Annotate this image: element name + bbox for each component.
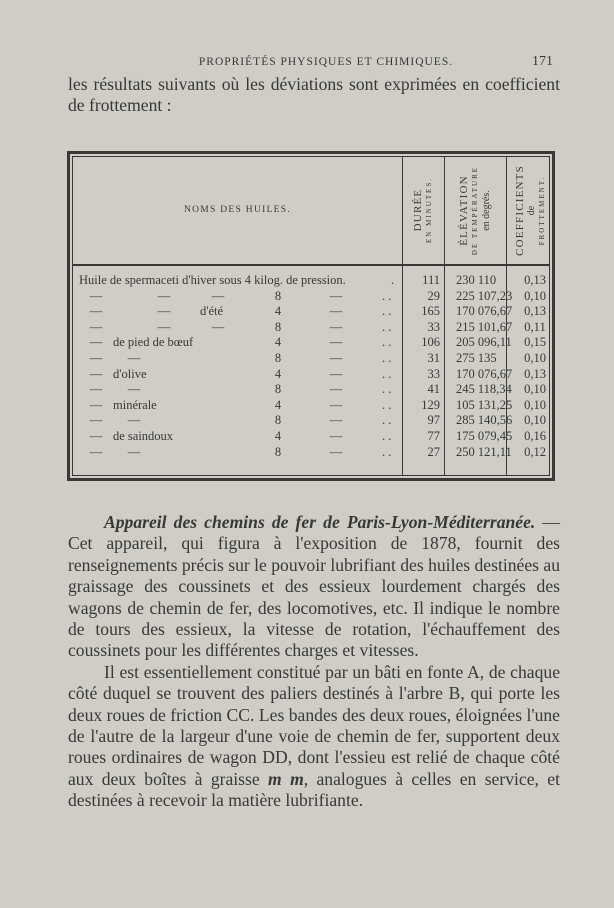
section-heading: Appareil des chemins de fer de Paris-Lyon-Méditerranée. bbox=[104, 512, 536, 532]
ditto-mark: — bbox=[157, 319, 171, 334]
ditto-mark: — bbox=[329, 288, 343, 303]
leader-dots: . . bbox=[382, 350, 392, 365]
coefficient-value: 0,13 bbox=[524, 366, 546, 381]
coefficient-value: 0,10 bbox=[524, 382, 546, 397]
pressure-kg: 4 bbox=[274, 335, 282, 350]
table-row bbox=[73, 304, 549, 320]
table-row bbox=[73, 382, 549, 398]
elevation-value: 170 076,67 bbox=[456, 304, 513, 319]
duration-value: 97 bbox=[427, 413, 440, 428]
pressure-kg: 4 bbox=[274, 428, 282, 443]
duration-value: 33 bbox=[427, 366, 440, 381]
leader-dots: . . bbox=[382, 288, 392, 303]
duration-value: 33 bbox=[427, 319, 440, 334]
pressure-kg: 8 bbox=[274, 350, 282, 365]
elevation-value: 285 140,56 bbox=[456, 413, 513, 428]
ditto-mark: — bbox=[157, 304, 171, 319]
section-body bbox=[68, 512, 560, 812]
ditto-mark: — bbox=[127, 350, 141, 365]
elevation-value: 250 121,11 bbox=[456, 444, 512, 459]
coefficient-value: 0,10 bbox=[524, 413, 546, 428]
elevation-value: 275 135 bbox=[456, 350, 497, 365]
ditto-mark: — bbox=[89, 350, 103, 365]
ditto-mark: — bbox=[89, 413, 103, 428]
coefficient-value: 0,10 bbox=[524, 397, 546, 412]
elevation-value: 170 076,67 bbox=[456, 366, 513, 381]
leader-dots: . . bbox=[382, 319, 392, 334]
header-duration: DURÉE EN MINUTES. bbox=[411, 177, 433, 243]
leader-dots: . . bbox=[382, 444, 392, 459]
paragraph-1: — Cet appareil, qui figura à l'exposition de 1878, fournit des renseignements précis sur le pouvoir lubrifiant des huiles destinées au graissage des coussinets et des essieux lourdement chargés des wagons de chemin de fer, des locomotives, etc. Il indique le nombre de tours des essieux, la vitesse de rotation, l'échauffement des coussinets pour les différentes charges et vitesses. bbox=[68, 512, 561, 661]
ditto-mark: — bbox=[127, 413, 141, 428]
ditto-mark: — bbox=[329, 397, 343, 412]
elevation-value: 245 118,34 bbox=[456, 382, 512, 397]
ditto-mark: — bbox=[211, 288, 225, 303]
elevation-value: 230 110 bbox=[456, 273, 497, 287]
duration-value: 41 bbox=[427, 382, 440, 397]
table-row bbox=[73, 289, 549, 305]
table-row bbox=[73, 413, 549, 429]
table-row bbox=[73, 429, 549, 445]
elevation-value: 205 096,11 bbox=[456, 335, 512, 350]
running-head: PROPRIÉTÉS PHYSIQUES ET CHIMIQUES. bbox=[198, 56, 454, 68]
coefficient-value: 0,16 bbox=[524, 428, 546, 443]
coefficient-value: 0,15 bbox=[524, 335, 546, 350]
pressure-kg: 8 bbox=[274, 413, 282, 428]
page-number: 171 bbox=[532, 54, 553, 69]
duration-value: 27 bbox=[427, 444, 440, 459]
pressure-kg: 4 bbox=[274, 366, 282, 381]
oil-name: de pied de bœuf bbox=[113, 335, 194, 350]
pressure-kg: 8 bbox=[274, 444, 282, 459]
ditto-mark: — bbox=[329, 366, 343, 381]
elevation-value: 215 101,67 bbox=[456, 319, 513, 334]
ditto-mark: — bbox=[89, 382, 103, 397]
duration-value: 31 bbox=[427, 350, 440, 365]
header-oil-names: NOMS DES HUILES. bbox=[183, 205, 292, 215]
duration-value: 165 bbox=[421, 304, 440, 319]
ditto-mark: — bbox=[329, 413, 343, 428]
oil-name: d'olive bbox=[113, 366, 147, 381]
leader-dots: . . bbox=[382, 304, 392, 319]
ditto-mark: — bbox=[89, 428, 103, 443]
pressure-kg: 8 bbox=[274, 288, 282, 303]
ditto-mark: — bbox=[127, 444, 141, 459]
oil-name: de saindoux bbox=[113, 428, 174, 443]
header-elevation: ÉLÉVATION DE TEMPÉRATURE en degrés. bbox=[458, 165, 492, 255]
ditto-mark: — bbox=[89, 444, 103, 459]
ditto-mark: — bbox=[89, 335, 103, 350]
leader-dots: . bbox=[391, 273, 395, 287]
ditto-mark: — bbox=[329, 428, 343, 443]
pressure-kg: 4 bbox=[274, 304, 282, 319]
coefficient-value: 0,12 bbox=[524, 444, 546, 459]
duration-value: 129 bbox=[421, 397, 440, 412]
elevation-value: 225 107,23 bbox=[456, 288, 513, 303]
oil-variant: d'été bbox=[200, 304, 224, 319]
pressure-kg: 8 bbox=[274, 319, 282, 334]
ditto-mark: — bbox=[329, 444, 343, 459]
oil-friction-table bbox=[67, 151, 555, 481]
leader-dots: . . bbox=[382, 413, 392, 428]
table-row bbox=[73, 273, 549, 289]
duration-value: 111 bbox=[422, 273, 440, 287]
table-row bbox=[73, 335, 549, 351]
coefficient-value: 0,13 bbox=[524, 273, 546, 287]
ditto-mark: — bbox=[329, 350, 343, 365]
paragraph-2: Il est essentiellement constitué par un bâti en fonte A, de chaque côté duquel se trouvent des paliers destinés à l'arbre B, qui porte les deux roues de friction CC. Les bandes des deux roues, éloignées l'une de l'autre de la largeur d'une voie de chemin de fer, supportent deux roues ordinaires de wagon DD, dont l'essieu est relié de chaque côté aux deux boîtes à graisse m m, analogues à celles en service, et destinées à recevoir la matière lubrifiante. bbox=[68, 661, 560, 811]
oil-name: minérale bbox=[113, 397, 157, 412]
coefficient-value: 0,11 bbox=[524, 319, 546, 334]
table-body bbox=[73, 273, 549, 460]
coefficient-value: 0,13 bbox=[524, 304, 546, 319]
oil-name: Huile de spermaceti d'hiver sous 4 kilog. de pression. bbox=[79, 273, 346, 287]
leader-dots: . . bbox=[382, 428, 392, 443]
ditto-mark: — bbox=[157, 288, 171, 303]
table-row bbox=[73, 367, 549, 383]
leader-dots: . . bbox=[382, 366, 392, 381]
ditto-mark: — bbox=[89, 304, 103, 319]
table-row bbox=[73, 320, 549, 336]
ditto-mark: — bbox=[329, 335, 343, 350]
leader-dots: . . bbox=[382, 397, 392, 412]
ditto-mark: — bbox=[89, 319, 103, 334]
coefficient-value: 0,10 bbox=[524, 288, 546, 303]
elevation-value: 105 131,25 bbox=[456, 397, 513, 412]
ditto-mark: — bbox=[329, 319, 343, 334]
leader-dots: . . bbox=[382, 382, 392, 397]
table-row bbox=[73, 398, 549, 414]
intro-paragraph: les résultats suivants où les déviations sont exprimées en coefficient de frottement : bbox=[68, 74, 560, 115]
table-row bbox=[73, 351, 549, 367]
ditto-mark: — bbox=[89, 397, 103, 412]
duration-value: 106 bbox=[421, 335, 440, 350]
ditto-mark: — bbox=[89, 366, 103, 381]
ditto-mark: — bbox=[127, 382, 141, 397]
ditto-mark: — bbox=[89, 288, 103, 303]
ditto-mark: — bbox=[329, 304, 343, 319]
pressure-kg: 8 bbox=[274, 382, 282, 397]
ditto-mark: — bbox=[329, 382, 343, 397]
header-coefficient: COEFFICIENTS de FROTTEMENT. bbox=[513, 164, 546, 256]
elevation-value: 175 079,45 bbox=[456, 428, 513, 443]
coefficient-value: 0,10 bbox=[524, 350, 546, 365]
table-row bbox=[73, 445, 549, 461]
duration-value: 29 bbox=[427, 288, 440, 303]
pressure-kg: 4 bbox=[274, 397, 282, 412]
duration-value: 77 bbox=[427, 428, 440, 443]
ditto-mark: — bbox=[211, 319, 225, 334]
leader-dots: . . bbox=[382, 335, 392, 350]
